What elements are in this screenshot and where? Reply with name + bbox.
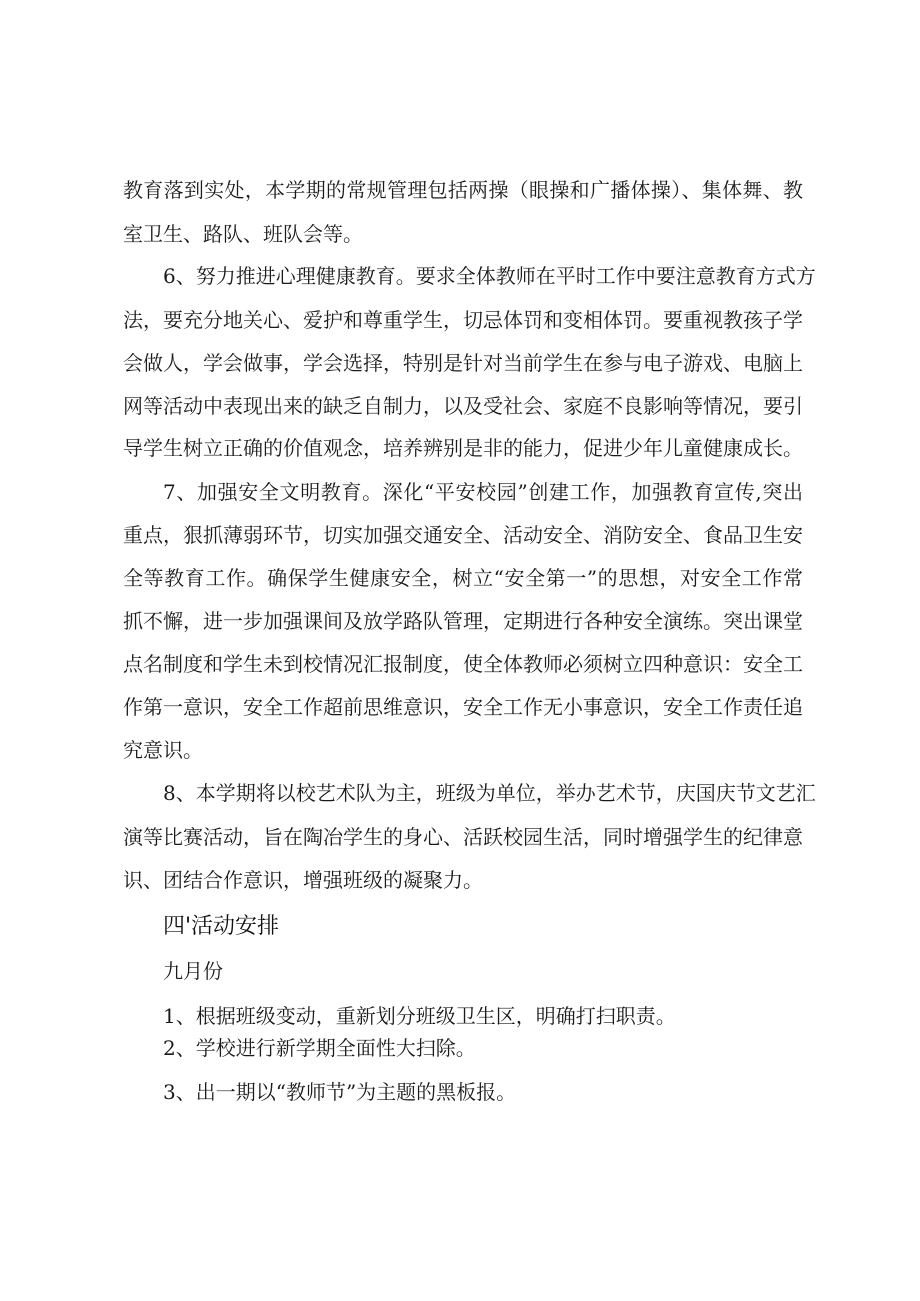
paragraph-3-line-3: 全等教育工作。确保学生健康安全，树立“安全第一”的思想，对安全工作常 (123, 566, 803, 590)
section-heading: 四'活动安排 (163, 914, 280, 939)
paragraph-4-line-1: 8、本学期将以校艺术队为主，班级为单位，举办艺术节，庆国庆节文艺汇 (163, 781, 816, 805)
paragraph-2-line-3: 会做人，学会做事，学会选择，特别是针对当前学生在参与电子游戏、电脑上 (123, 351, 803, 375)
paragraph-3-line-6: 作第一意识，安全工作超前思维意识，安全工作无小事意识，安全工作责任追 (123, 695, 803, 719)
list-item-1: 1、根据班级变动，重新划分班级卫生区，明确打扫职责。 (163, 1004, 676, 1028)
paragraph-2-line-1: 6、努力推进心理健康教育。要求全体教师在平时工作中要注意教育方式方 (163, 264, 816, 288)
month-label: 九月份 (163, 959, 223, 983)
paragraph-3-line-2: 重点，狠抓薄弱环节，切实加强交通安全、活动安全、消防安全、食品卫生安 (123, 523, 803, 547)
paragraph-4-line-3: 识、团结合作意识，增强班级的凝聚力。 (123, 868, 483, 892)
paragraph-4-line-2: 演等比赛活动，旨在陶冶学生的身心、活跃校园生活，同时增强学生的纪律意 (123, 825, 803, 849)
list-item-2: 2、学校进行新学期全面性大扫除。 (163, 1036, 476, 1060)
paragraph-1-line-1: 教育落到实处，本学期的常规管理包括两操（眼操和广播体操）、集体舞、教 (123, 178, 803, 202)
paragraph-3-line-5: 点名制度和学生未到校情况汇报制度，使全体教师必须树立四种意识：安全工 (123, 652, 803, 676)
paragraph-3-line-7: 究意识。 (123, 738, 203, 762)
list-item-3: 3、出一期以“教师节”为主题的黑板报。 (163, 1080, 517, 1104)
paragraph-2-line-5: 导学生树立正确的价值观念，培养辨别是非的能力，促进少年儿童健康成长。 (123, 436, 803, 460)
paragraph-3-line-4: 抓不懈，进一步加强课间及放学路队管理，定期进行各种安全演练。突出课堂 (123, 609, 803, 633)
paragraph-2-line-2: 法，要充分地关心、爱护和尊重学生，切忌体罚和变相体罚。要重视教孩子学 (123, 308, 803, 332)
paragraph-1-line-2: 室卫生、路队、班队会等。 (123, 222, 363, 246)
paragraph-3-line-1: 7、加强安全文明教育。深化“平安校园”创建工作，加强教育宣传,突出 (163, 480, 803, 504)
paragraph-2-line-4: 网等活动中表现出来的缺乏自制力，以及受社会、家庭不良影响等情况，要引 (123, 394, 803, 418)
